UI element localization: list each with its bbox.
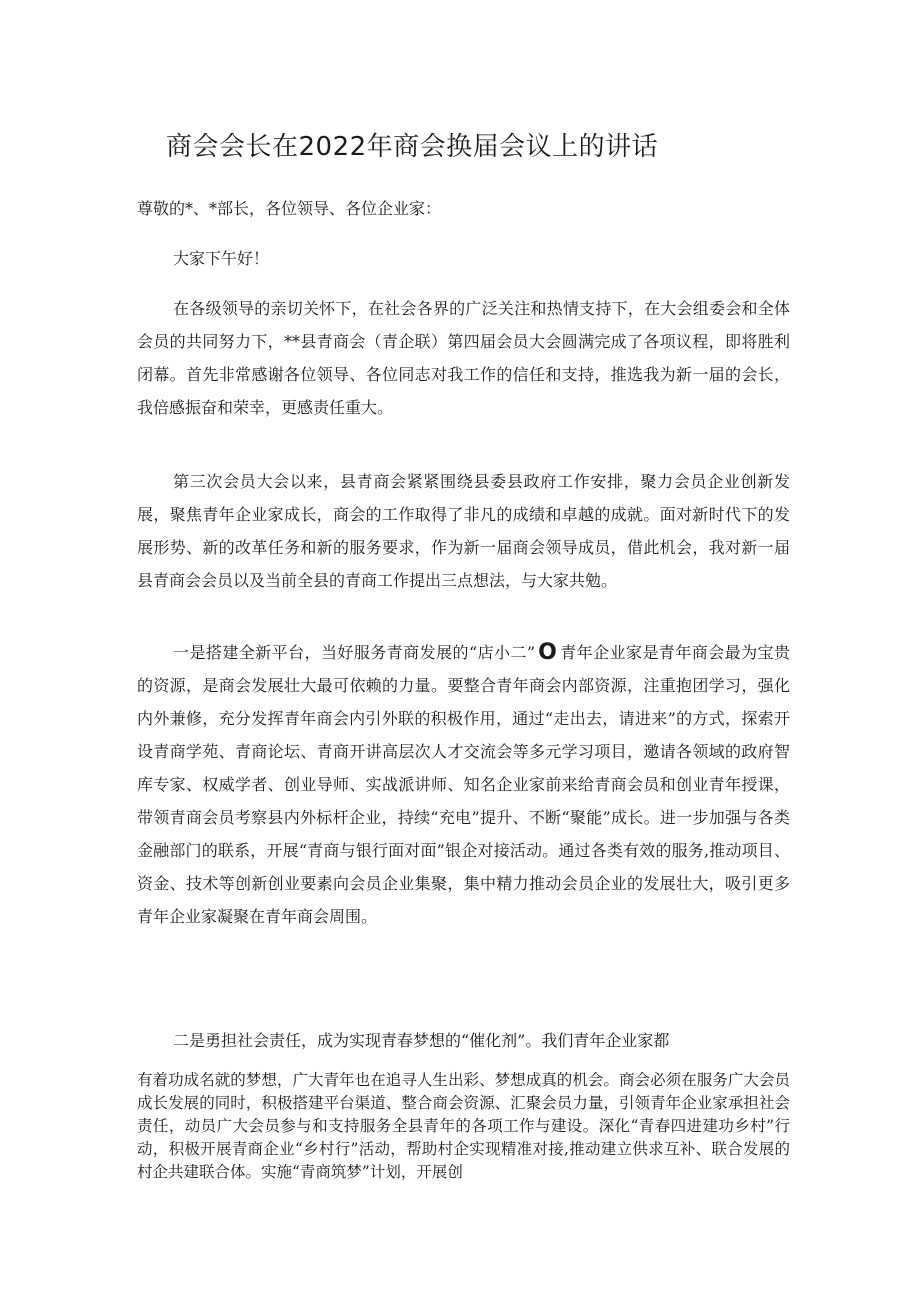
paragraph-1: 在各级领导的亲切关怀下，在社会各界的广泛关注和热情支持下，在大会组委会和全体会员的共同努力下，**县青商会（青企联）第四届会员大会圆满完成了各项议程，即将胜利闭幕。首先非常感谢各位领导、各位同志对我工作的信任和支持，推选我为新一届的会长，我倍感振奋和荣幸，更感责任重大。 (137, 299, 790, 417)
paragraph-3 (137, 636, 790, 933)
paragraph-3-body: 青年企业家是青年商会最为宝贵的资源，是商会发展壮大最可依赖的力量。要整合青年商会内部资源，注重抱团学习，强化内外兼修，充分发挥青年商会内引外联的积极作用，通过“走出去，请进来”的方式，探索开设青商学苑、青商论坛、青商开讲高层次人才交流会等多元学习项目，邀请各领域的政府智库专家、权威学者、创业导师、实战派讲师、知名企业家前来给青商会员和创业青年授课，带领青商会员考察县内外标杆企业，持续“充电”提升、不断“聚能”成长。进一步加强与各类金融部门的联系，开展“青商与银行面对面”银企对接活动。通过各类有效的服务,推动项目、资金、技术等创新创业要素向会员企业集聚，集中精力推动会员企业的发展壮大，吸引更多青年企业家凝聚在青年商会周围。 (137, 643, 790, 926)
document-title: 商会会长在2022年商会换届会议上的讲话 (166, 132, 659, 162)
paragraph-3-mark: O (538, 640, 557, 665)
salutation: 尊敬的*、*部长，各位领导、各位企业家： (137, 199, 442, 218)
paragraph-4-heading: 二是勇担社会责任，成为实现青春梦想的“催化剂”。我们青年企业家都 (173, 1031, 670, 1050)
paragraph-3-lead: 一是搭建全新平台，当好服务青商发展的“店小二” (173, 643, 536, 662)
greeting: 大家下午好！ (173, 249, 270, 268)
paragraph-4-body: 有着功成名就的梦想，广大青年也在追寻人生出彩、梦想成真的机会。商会必须在服务广大会员成长发展的同时，积极搭建平台渠道、整合商会资源、汇聚会员力量，引领青年企业家承担社会责任，动员广大会员参与和支持服务全县青年的各项工作与建设。深化“青春四进建功乡村”行动，积极开展青商企业“乡村行”活动，帮助村企实现精准对接,推动建立供求互补、联合发展的村企共建联合体。实施“青商筑梦”计划，开展创 (137, 1071, 790, 1181)
paragraph-2: 第三次会员大会以来，县青商会紧紧围绕县委县政府工作安排，聚力会员企业创新发展，聚焦青年企业家成长，商会的工作取得了非凡的成绩和卓越的成就。面对新时代下的发展形势、新的改革任务和新的服务要求，作为新一届商会领导成员，借此机会，我对新一届县青商会会员以及当前全县的青商工作提出三点想法，与大家共勉。 (137, 472, 790, 590)
